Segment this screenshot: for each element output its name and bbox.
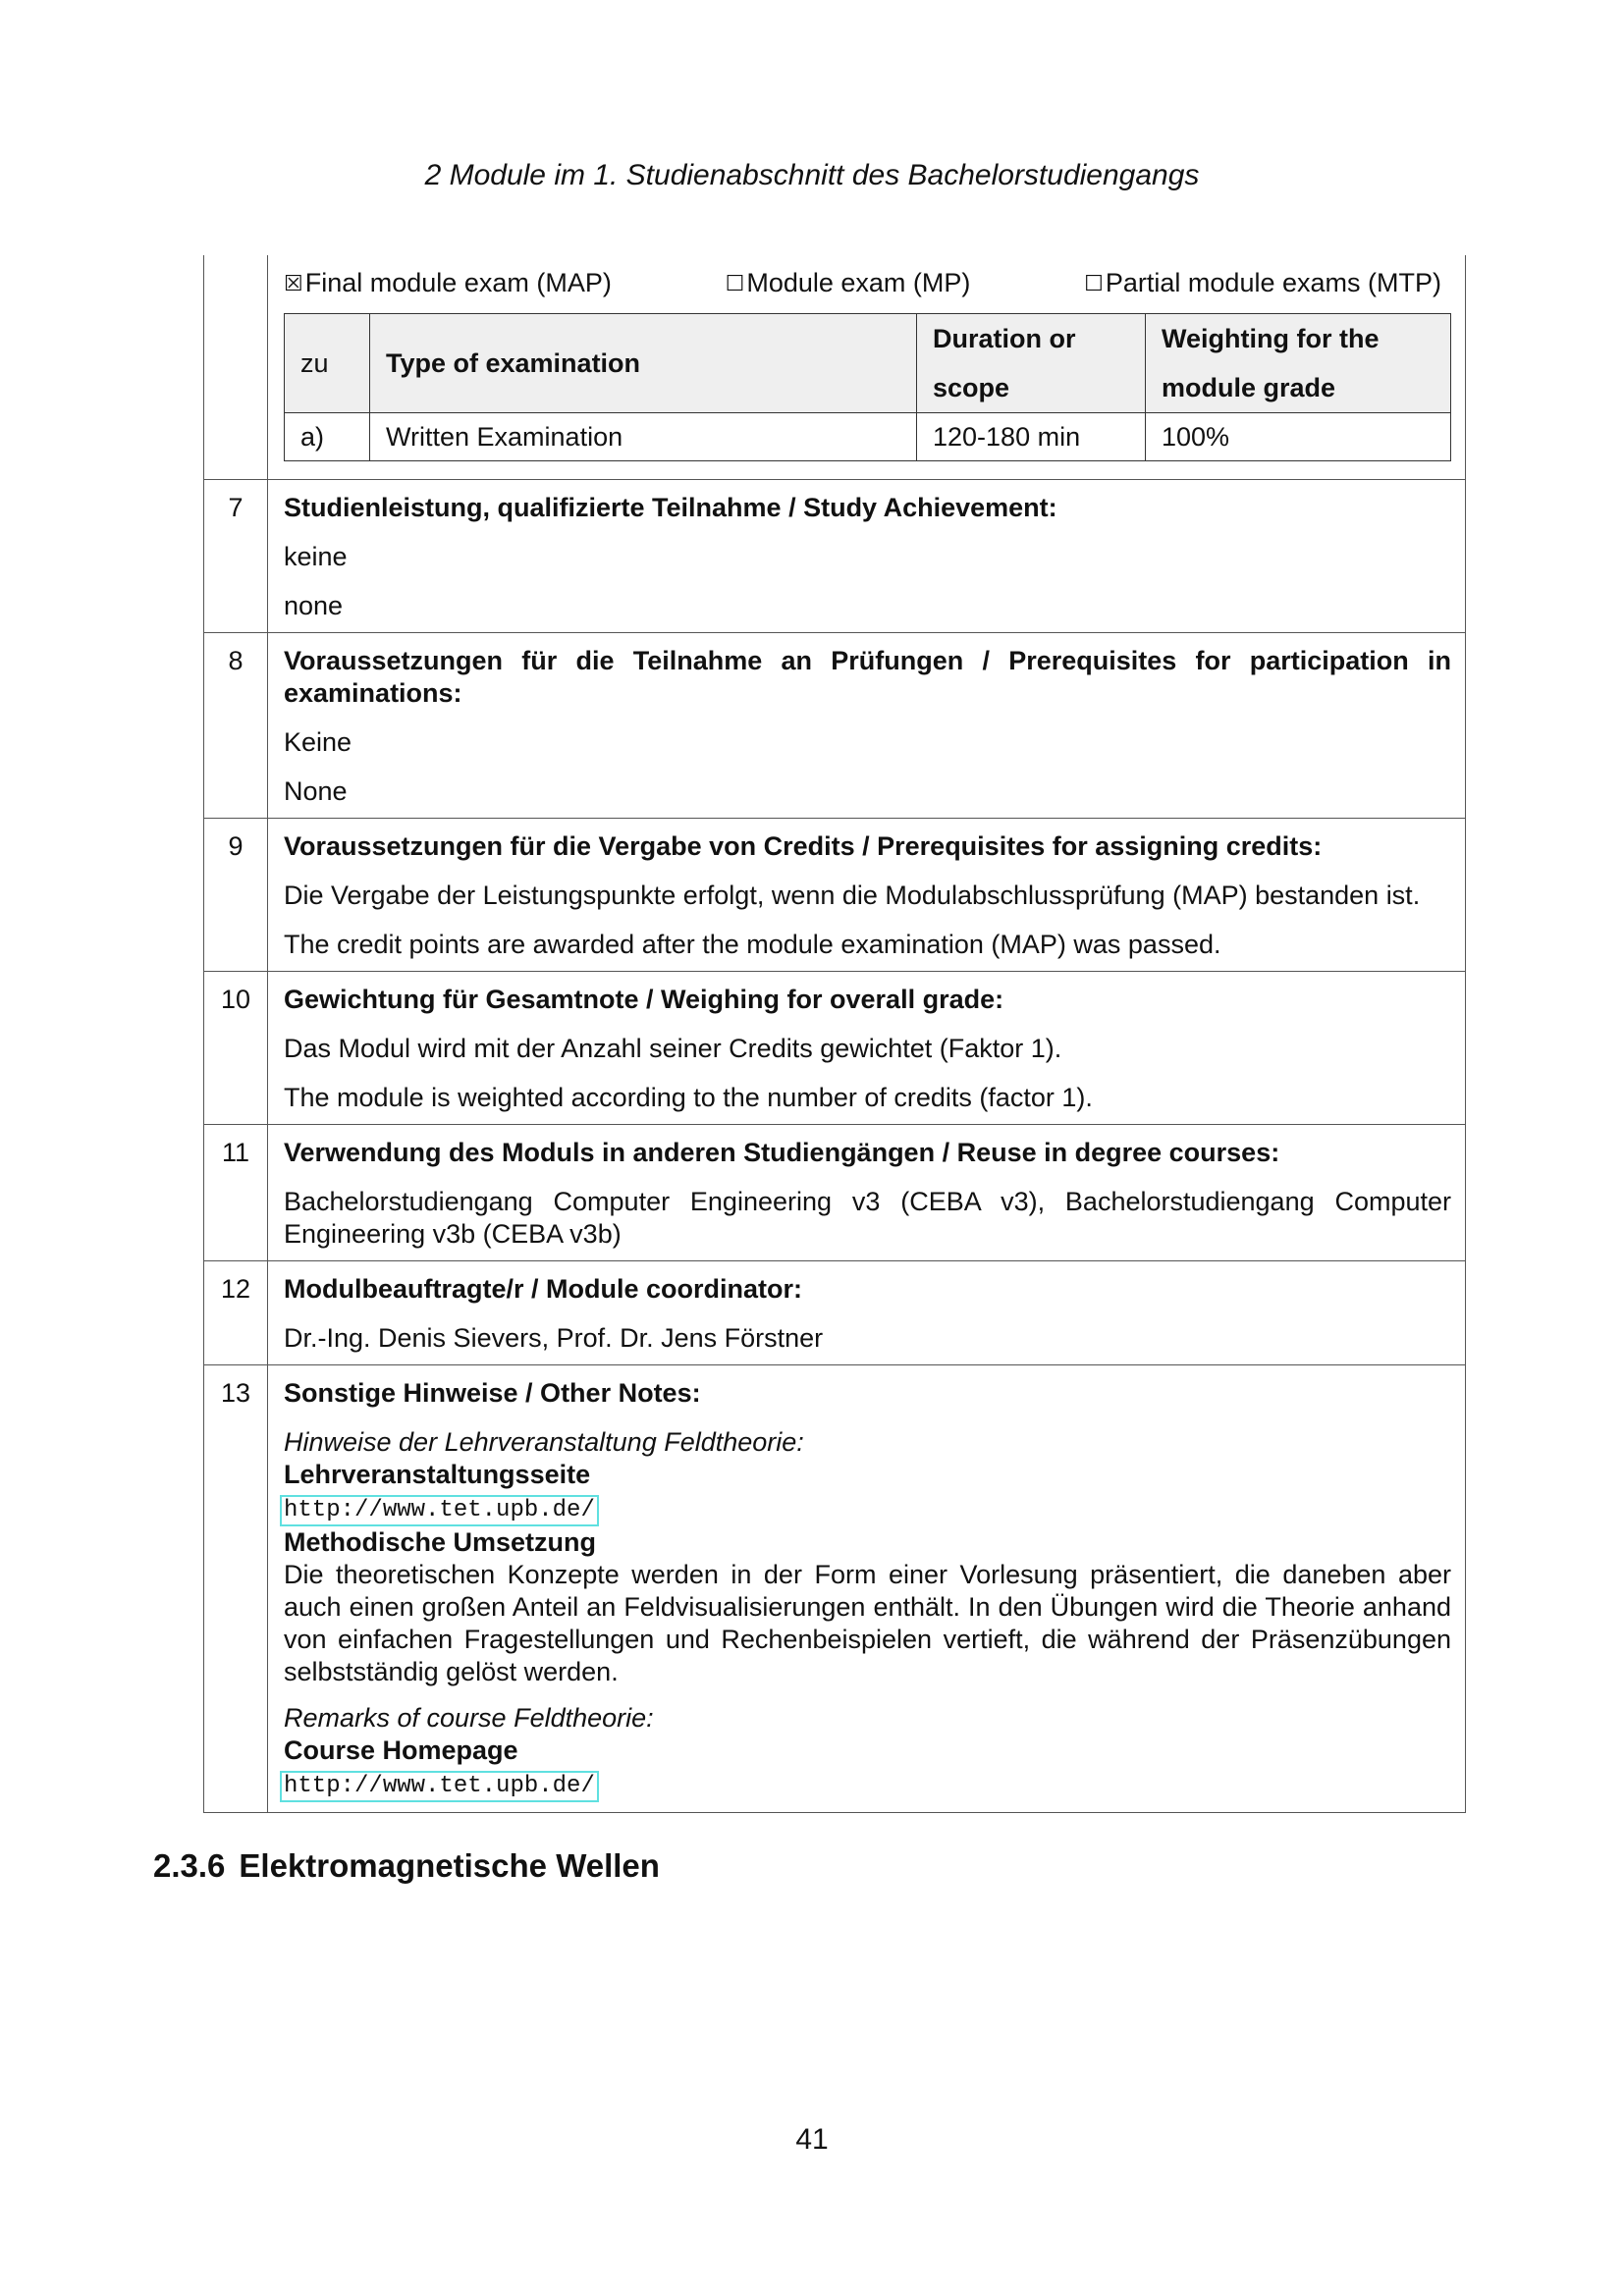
row-number: 11 — [204, 1125, 268, 1261]
row-content — [268, 1125, 1466, 1261]
row-heading: Voraussetzungen für die Vergabe von Credits / Prerequisites for assigning credits: — [284, 831, 1323, 861]
row-text: The credit points are awarded after the module examination (MAP) was passed. — [284, 930, 1221, 959]
notes-de-intro: Hinweise der Lehrveranstaltung Feldtheorie: — [284, 1427, 804, 1457]
row-text: Keine — [284, 727, 352, 757]
row-text: Die Vergabe der Leistungspunkte erfolgt, wenn die Modulabschlussprüfung (MAP) bestanden ist. — [284, 881, 1421, 910]
exam-form-row — [204, 255, 1466, 480]
row-credit-prerequisites — [204, 819, 1466, 972]
unchecked-box-icon: ☐ — [725, 271, 745, 295]
cell-zu: a) — [285, 413, 370, 461]
section-title: Elektromagnetische Wellen — [239, 1847, 660, 1884]
row-heading: Modulbeauftragte/r / Module coordinator: — [284, 1274, 802, 1304]
row-number: 7 — [204, 480, 268, 633]
row-number: 10 — [204, 972, 268, 1125]
exam-table — [284, 313, 1451, 461]
row-content — [268, 972, 1466, 1125]
row-number — [204, 255, 268, 480]
row-text: The module is weighted according to the number of credits (factor 1). — [284, 1083, 1093, 1112]
row-heading: Voraussetzungen für die Teilnahme an Prüfungen / Prerequisites for participation in examinations: — [284, 646, 1451, 708]
notes-en-intro: Remarks of course Feldtheorie: — [284, 1703, 654, 1733]
row-text: keine — [284, 542, 348, 571]
row-study-achievement — [204, 480, 1466, 633]
row-number: 8 — [204, 633, 268, 819]
exam-type-label: Module exam (MP) — [746, 268, 971, 297]
table-row — [285, 413, 1451, 461]
row-content — [268, 819, 1466, 972]
row-heading: Verwendung des Moduls in anderen Studiengängen / Reuse in degree courses: — [284, 1138, 1280, 1167]
header-zu: zu — [285, 314, 370, 413]
cell-type: Written Examination — [370, 413, 917, 461]
header-weighting: Weighting for the module grade — [1146, 314, 1451, 413]
notes-method-text: Die theoretischen Konzepte werden in der Form einer Vorlesung präsentiert, die daneben aber auch einen großen Anteil an Feldvisualisierungen enthält. In den Übungen wird die Theorie anhand von einfachen Fragestellungen und Rechenbeispielen vertieft, die während der Präsenzübungen selbstständig gelöst werden. — [284, 1560, 1451, 1686]
row-text: Das Modul wird mit der Anzahl seiner Credits gewichtet (Faktor 1). — [284, 1034, 1062, 1063]
row-content — [268, 1261, 1466, 1365]
row-other-notes — [204, 1365, 1466, 1813]
exam-type-final — [284, 267, 612, 299]
row-coordinator — [204, 1261, 1466, 1365]
unchecked-box-icon: ☐ — [1084, 271, 1104, 295]
row-heading: Sonstige Hinweise / Other Notes: — [284, 1378, 701, 1408]
notes-de-page-label: Lehrveranstaltungsseite — [284, 1460, 591, 1489]
course-page-link[interactable]: http://www.tet.upb.de/ — [280, 1495, 599, 1526]
checked-box-icon: ☒ — [284, 271, 303, 295]
exam-type-options — [284, 267, 1451, 299]
exam-type-label: Final module exam (MAP) — [304, 268, 612, 297]
row-grade-weighting — [204, 972, 1466, 1125]
notes-en-page-label: Course Homepage — [284, 1735, 518, 1765]
notes-english-block — [284, 1702, 1451, 1802]
row-number: 13 — [204, 1365, 268, 1813]
header-type: Type of examination — [370, 314, 917, 413]
row-exam-prerequisites — [204, 633, 1466, 819]
cell-duration: 120-180 min — [917, 413, 1146, 461]
header-duration: Duration or scope — [917, 314, 1146, 413]
row-reuse — [204, 1125, 1466, 1261]
course-homepage-link[interactable]: http://www.tet.upb.de/ — [280, 1771, 599, 1802]
module-table — [203, 255, 1466, 1813]
exam-form-cell — [268, 255, 1466, 480]
row-text: Bachelorstudiengang Computer Engineering v3 (CEBA v3), Bachelorstudiengang Computer Engineering v3b (CEBA v3b) — [284, 1187, 1451, 1249]
row-text: none — [284, 591, 344, 620]
exam-type-label: Partial module exams (MTP) — [1105, 268, 1441, 297]
section-heading — [153, 1847, 660, 1885]
notes-german-block — [284, 1426, 1451, 1688]
row-text: None — [284, 776, 348, 806]
page-header: 2 Module im 1. Studienabschnitt des Bachelorstudiengangs — [424, 159, 1200, 191]
exam-type-module — [726, 267, 971, 299]
cell-weighting: 100% — [1146, 413, 1451, 461]
notes-method-label: Methodische Umsetzung — [284, 1527, 597, 1557]
page-number: 41 — [795, 2123, 829, 2156]
row-number: 9 — [204, 819, 268, 972]
row-number: 12 — [204, 1261, 268, 1365]
row-text: Dr.-Ing. Denis Sievers, Prof. Dr. Jens Förstner — [284, 1323, 824, 1353]
exam-table-header — [285, 314, 1451, 413]
row-content — [268, 1365, 1466, 1813]
section-number: 2.3.6 — [153, 1847, 226, 1884]
row-content — [268, 480, 1466, 633]
row-heading: Studienleistung, qualifizierte Teilnahme / Study Achievement: — [284, 493, 1057, 522]
exam-type-partial — [1084, 267, 1441, 299]
row-heading: Gewichtung für Gesamtnote / Weighing for overall grade: — [284, 985, 1004, 1014]
row-content — [268, 633, 1466, 819]
